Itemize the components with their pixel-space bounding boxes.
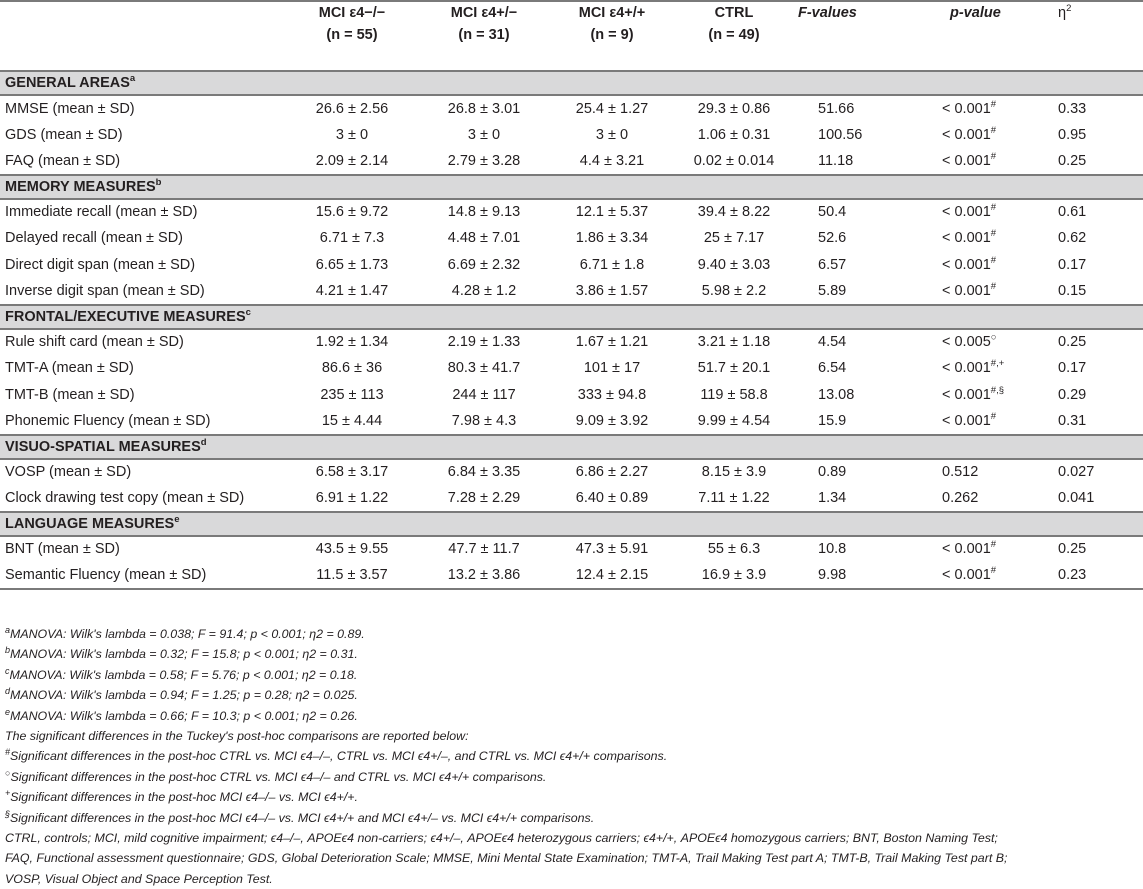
cell-g3: 333 ± 94.8 [577,386,647,403]
cell-ctrl: 8.15 ± 3.9 [701,464,767,481]
cell-eta-squared: 0.15 [1058,282,1087,299]
table-body [0,71,1143,589]
cell-g3: 6.71 ± 1.8 [579,256,645,273]
cell-f-value: 9.98 [792,562,906,589]
cell-ctrl: 16.9 ± 3.9 [676,562,792,589]
cell-g1: 26.6 ± 2.56 [315,100,389,117]
cell-g2: 4.48 ± 7.01 [447,230,521,247]
cell-g1: 4.21 ± 1.47 [315,282,389,299]
section-title: LANGUAGE MEASURES$^e$ [0,512,1143,536]
cell-p-value: < 0.001# [942,124,997,143]
table-row [0,199,1143,226]
header-group2 [420,1,548,71]
header-eta-squared: $\eta^2$ [1034,1,1143,71]
cell-g2: 2.19 ± 1.33 [447,334,521,351]
cell-ctrl: 0.02 ± 0.014 [693,152,775,169]
header-group1-n: (n = 55) [326,27,378,43]
cell-ctrl: 51.7 ± 20.1 [697,360,771,377]
cell-p-value: 0.262 [942,489,979,506]
table-row [0,408,1143,435]
cell-p-value: < 0.001# [942,98,997,117]
table-row [0,459,1143,486]
cell-g2: 7.28 ± 2.29 [447,489,521,506]
section-header-row [0,71,1143,95]
row-label: TMT-A (mean ± SD) [5,360,134,377]
cell-ctrl: 25 ± 7.17 [703,230,765,247]
cell-g3: 1.67 ± 1.21 [575,334,649,351]
footnote: $^e$MANOVA: Wilk's lambda = 0.66; F = 10.3; p < 0.001; η2 = 0.26. [5,706,358,723]
header-row [0,1,1143,71]
table-row [0,536,1143,563]
row-label: Direct digit span (mean ± SD) [5,256,196,273]
header-group3-name: MCI ε4+/+ [578,5,646,21]
cell-ctrl: 55 ± 6.3 [707,541,761,558]
cell-f-value: 52.6 [818,230,847,247]
footnote: $^c$MANOVA: Wilk's lambda = 0.58; F = 5.76; p < 0.001; η2 = 0.18. [5,665,358,682]
cell-ctrl: 9.40 ± 3.03 [697,256,771,273]
cell-g3: 3.86 ± 1.57 [575,282,649,299]
row-label: Inverse digit span (mean ± SD) [5,282,205,299]
cell-g1: 6.71 ± 7.3 [319,230,385,247]
cell-eta-squared: 0.25 [1058,334,1087,351]
cell-eta-squared: 0.31 [1058,412,1087,429]
cell-eta-squared: 0.33 [1058,100,1087,117]
cell-g2: 47.7 ± 11.7 [448,541,520,558]
section-title: MEMORY MEASURES$^b$ [0,175,1143,199]
cell-g2: 244 ± 117 [452,386,516,403]
footnote: The significant differences in the Tuckey's post-hoc comparisons are reported below: [5,729,469,744]
row-label: Delayed recall (mean ± SD) [5,230,183,247]
table-row [0,122,1143,149]
header-ctrl-name: CTRL [714,5,754,21]
cell-g3: 3 ± 0 [595,126,629,143]
cell-p-value: 0.512 [942,464,979,481]
cell-g2: 7.98 ± 4.3 [451,412,517,429]
header-ctrl [676,1,792,71]
footnote: +Significant differences in the post-hoc MCI ϵ4–/– vs. MCI ϵ4+/+. [5,788,358,805]
section-header-row [0,305,1143,329]
header-group1-name: MCI ε4−/− [318,5,386,21]
header-group3-n: (n = 9) [590,27,634,43]
section-title: FRONTAL/EXECUTIVE MEASURES$^c$ [0,305,1143,329]
cell-g1: 2.09 ± 2.14 [315,152,389,169]
row-label: Phonemic Fluency (mean ± SD) [5,412,211,429]
cell-g2: 14.8 ± 9.13 [447,204,521,221]
table-row [0,382,1143,409]
table-row [0,562,1143,589]
footnote: $^b$MANOVA: Wilk's lambda = 0.32; F = 15.8; p < 0.001; η2 = 0.31. [5,645,358,662]
header-group3 [548,1,676,71]
cell-p-value: < 0.005○ [942,332,997,351]
footnote: CTRL, controls; MCI, mild cognitive impairment; ϵ4–/–, APOEϵ4 non-carriers; ϵ4+/–, APOEϵ4 heterozygous carriers; ϵ4+/+, APOEϵ4 homozygous carriers; BNT, Boston Naming Test; [5,831,998,846]
cell-g1: 235 ± 113 [320,386,384,403]
cell-f-value: 13.08 [818,386,855,403]
cell-f-value: 11.18 [818,152,854,169]
cell-g1: 6.58 ± 3.17 [315,464,389,481]
footnote: $^d$MANOVA: Wilk's lambda = 0.94; F = 1.25; p = 0.28; η2 = 0.025. [5,686,358,703]
cell-g3: 9.09 ± 3.92 [575,412,649,429]
header-f-values: F-values [792,1,906,71]
table-row [0,485,1143,512]
footnote: §Significant differences in the post-hoc MCI ϵ4–/– vs. MCI ϵ4+/+ and MCI ϵ4+/– vs. MCI ϵ4+/+ comparisons. [5,808,595,825]
cell-g2: 80.3 ± 41.7 [447,360,521,377]
cell-eta-squared: 0.95 [1058,126,1087,143]
header-group1 [284,1,420,71]
cell-g2: 26.8 ± 3.01 [447,100,521,117]
header-p-value: p-value [906,1,1034,71]
cell-p-value: < 0.001# [942,254,997,273]
table-row [0,329,1143,356]
cell-f-value: 1.34 [818,489,847,506]
cell-eta-squared: 0.23 [1034,562,1143,589]
cell-p-value: < 0.001# [942,228,997,247]
section-title: GENERAL AREAS$^a$ [0,71,1143,95]
section-header-row [0,175,1143,199]
cell-f-value: 4.54 [818,334,847,351]
header-empty [0,1,284,71]
cell-g2: 3 ± 0 [467,126,501,143]
cell-g3: 12.1 ± 5.37 [575,204,649,221]
cell-p-value: < 0.001# [942,539,997,558]
cell-g1: 15 ± 4.44 [321,412,383,429]
cell-g2: 13.2 ± 3.86 [420,562,548,589]
cell-g1: 11.5 ± 3.57 [284,562,420,589]
table-footnotes [5,624,1141,889]
cell-ctrl: 29.3 ± 0.86 [697,100,771,117]
row-label: Semantic Fluency (mean ± SD) [0,562,284,589]
cell-g3: 6.86 ± 2.27 [575,464,649,481]
cell-eta-squared: 0.29 [1058,386,1087,403]
cell-g2: 4.28 ± 1.2 [451,282,517,299]
cell-f-value: 6.54 [818,360,847,377]
table-row [0,148,1143,175]
row-label: Rule shift card (mean ± SD) [5,334,184,351]
cell-g2: 6.69 ± 2.32 [447,256,521,273]
cell-g3: 47.3 ± 5.91 [575,541,649,558]
section-header-row [0,512,1143,536]
table-row [0,95,1143,122]
cell-ctrl: 1.06 ± 0.31 [697,126,771,143]
row-label: FAQ (mean ± SD) [5,152,121,169]
cell-p-value: < 0.001#,§ [942,384,1005,403]
header-group2-name: MCI ε4+/− [450,5,518,21]
footnote: FAQ, Functional assessment questionnaire; GDS, Global Deterioration Scale; MMSE, Mini Mental State Examination; TMT-A, Trail Making Test part A; TMT-B, Trail Making Test part B; [5,851,1008,866]
cell-g3: 6.40 ± 0.89 [575,489,649,506]
cell-g1: 6.91 ± 1.22 [315,489,389,506]
cell-eta-squared: 0.25 [1058,152,1087,169]
table-row [0,252,1143,279]
cell-eta-squared: 0.041 [1058,489,1095,506]
cell-f-value: 51.66 [818,100,855,117]
cell-p-value: < 0.001# [942,150,997,169]
cell-f-value: 15.9 [818,412,847,429]
cell-g3: 4.4 ± 3.21 [579,152,645,169]
row-label: VOSP (mean ± SD) [5,464,132,481]
cell-eta-squared: 0.17 [1058,360,1087,377]
cell-p-value: < 0.001# [906,562,1034,589]
cell-f-value: 5.89 [818,282,847,299]
cell-f-value: 10.8 [818,541,847,558]
cell-eta-squared: 0.61 [1058,204,1087,221]
cell-ctrl: 7.11 ± 1.22 [698,489,770,506]
cell-p-value: < 0.001#,+ [942,358,1005,377]
footnote: ○Significant differences in the post-hoc CTRL vs. MCI ϵ4–/– and CTRL vs. MCI ϵ4+/+ comparisons. [5,767,547,784]
footnote: VOSP, Visual Object and Space Perception Test. [5,871,273,886]
cell-g3: 12.4 ± 2.15 [548,562,676,589]
cell-g2: 2.79 ± 3.28 [447,152,521,169]
row-label: Clock drawing test copy (mean ± SD) [5,489,245,506]
cell-p-value: < 0.001# [942,202,997,221]
row-label: BNT (mean ± SD) [5,541,120,558]
cell-g3: 101 ± 17 [583,360,641,377]
row-label: GDS (mean ± SD) [5,126,123,143]
cell-g1: 43.5 ± 9.55 [315,541,389,558]
cell-f-value: 50.4 [818,204,847,221]
cell-g1: 86.6 ± 36 [321,360,383,377]
cell-g2: 6.84 ± 3.35 [447,464,521,481]
cell-eta-squared: 0.62 [1058,230,1087,247]
table-row [0,225,1143,252]
section-title: VISUO-SPATIAL MEASURES$^d$ [0,435,1143,459]
cell-g1: 15.6 ± 9.72 [315,204,389,221]
cell-g1: 3 ± 0 [335,126,369,143]
cell-g3: 25.4 ± 1.27 [575,100,649,117]
header-ctrl-n: (n = 49) [708,27,760,43]
header-group2-n: (n = 31) [458,27,510,43]
row-label: Immediate recall (mean ± SD) [5,204,198,221]
footnote: #Significant differences in the post-hoc CTRL vs. MCI ϵ4–/–, CTRL vs. MCI ϵ4+/–, and CTRL vs. MCI ϵ4+/+ comparisons. [5,747,668,764]
cell-f-value: 100.56 [818,126,863,143]
section-header-row [0,435,1143,459]
cell-g3: 1.86 ± 3.34 [575,230,649,247]
cell-eta-squared: 0.027 [1058,464,1095,481]
cell-p-value: < 0.001# [942,280,997,299]
row-label: TMT-B (mean ± SD) [5,386,135,403]
row-label: MMSE (mean ± SD) [5,100,135,117]
cell-ctrl: 119 ± 58.8 [700,386,768,403]
cell-f-value: 0.89 [818,464,847,481]
cell-eta-squared: 0.17 [1058,256,1087,273]
cell-g1: 1.92 ± 1.34 [315,334,389,351]
cell-f-value: 6.57 [818,256,847,273]
table-row [0,355,1143,382]
cell-ctrl: 5.98 ± 2.2 [701,282,767,299]
cell-ctrl: 9.99 ± 4.54 [697,412,771,429]
cell-g1: 6.65 ± 1.73 [315,256,389,273]
cell-ctrl: 3.21 ± 1.18 [697,334,771,351]
footnote: $^a$MANOVA: Wilk's lambda = 0.038; F = 91.4; p < 0.001; η2 = 0.89. [5,625,365,641]
cell-ctrl: 39.4 ± 8.22 [697,204,771,221]
table-row [0,278,1143,305]
cell-eta-squared: 0.25 [1058,541,1087,558]
cell-p-value: < 0.001# [942,410,997,429]
